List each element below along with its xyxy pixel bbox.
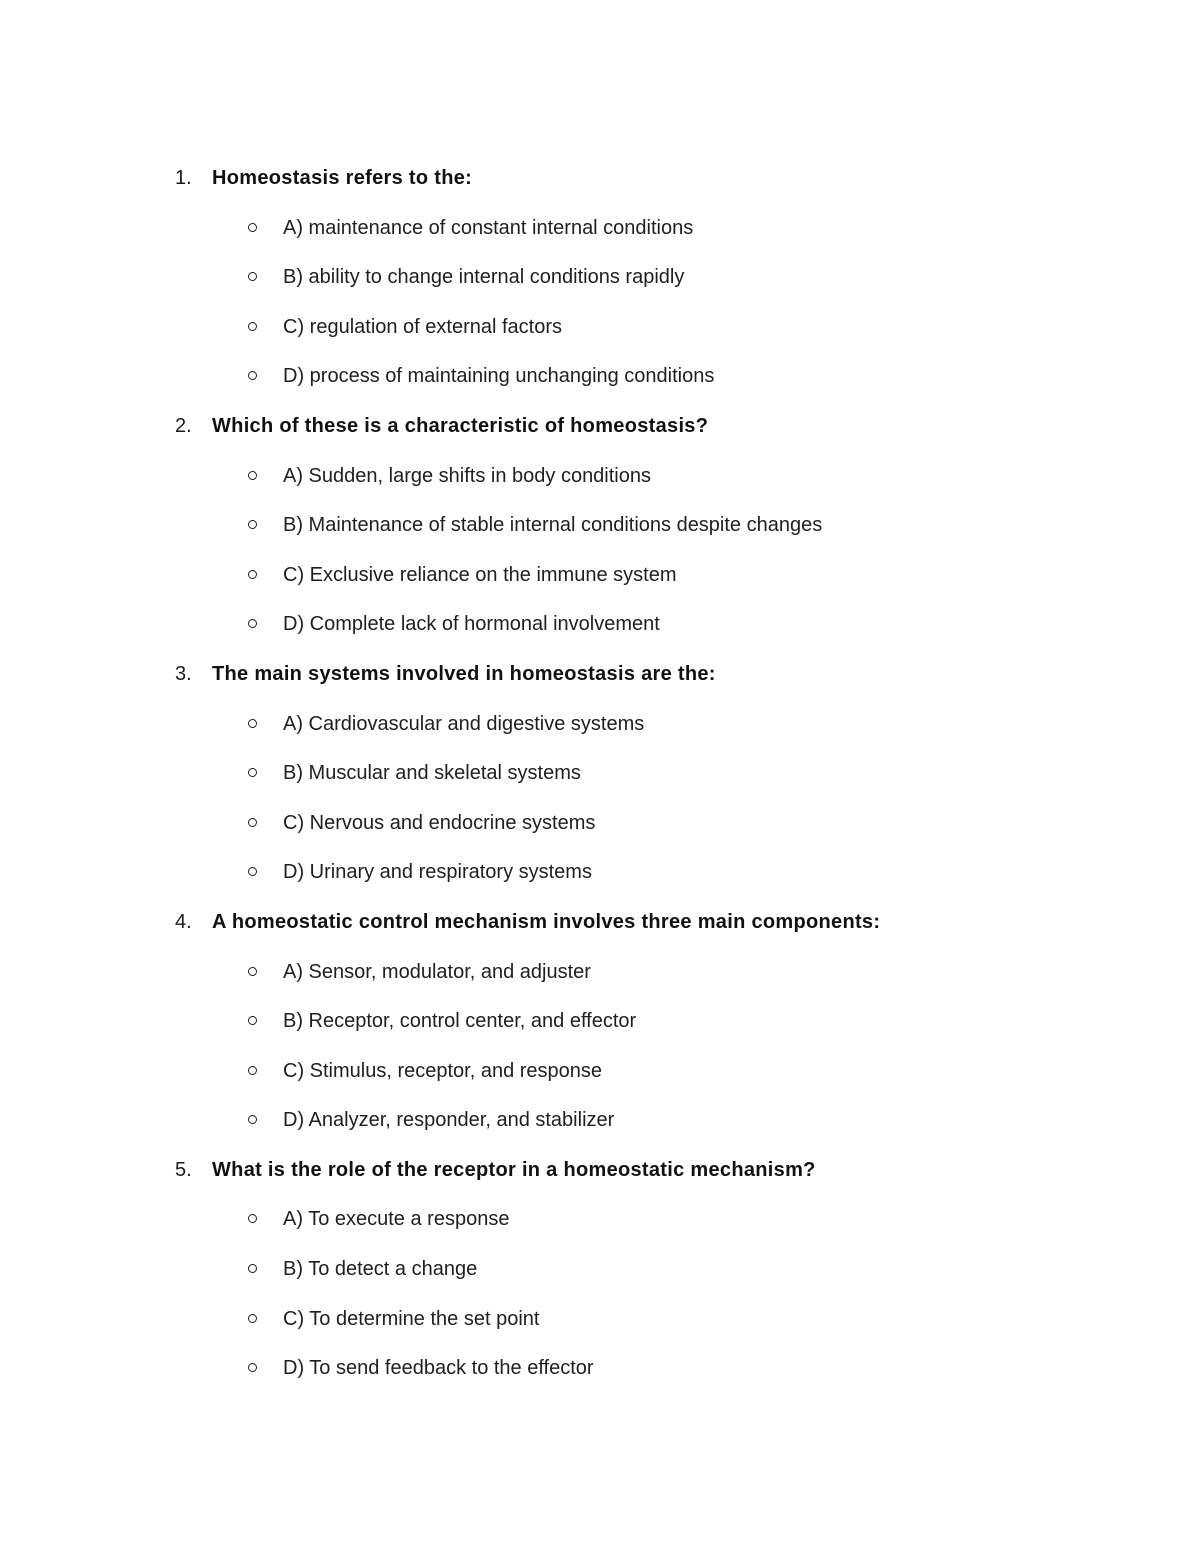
- option-b: [0, 755, 1200, 805]
- question-text: Homeostasis refers to the:: [212, 167, 473, 189]
- option-c: [0, 309, 1200, 359]
- hollow-circle-bullet-icon: [248, 371, 257, 380]
- option-a: [0, 210, 1200, 260]
- option-a: [0, 706, 1200, 756]
- option-text: D) To send feedback to the effector: [283, 1357, 594, 1380]
- option-text: C) Exclusive reliance on the immune system: [283, 563, 677, 586]
- hollow-circle-bullet-icon: [248, 570, 257, 579]
- question-text: The main systems involved in homeostasis are the:: [212, 662, 716, 685]
- option-list: [0, 1201, 1200, 1399]
- question-list: [0, 160, 1200, 1400]
- hollow-circle-bullet-icon: [248, 1314, 257, 1323]
- option-text: D) Complete lack of hormonal involvement: [283, 613, 660, 636]
- option-a: [0, 458, 1200, 508]
- hollow-circle-bullet-icon: [248, 322, 257, 331]
- question-text: Which of these is a characteristic of homeostasis?: [212, 414, 709, 437]
- question-header: [0, 904, 1200, 954]
- question-number: 5.: [175, 1158, 192, 1181]
- question-header: [0, 408, 1200, 458]
- option-list: [0, 210, 1200, 408]
- question-number: 1.: [175, 167, 192, 189]
- hollow-circle-bullet-icon: [248, 1016, 257, 1025]
- question-2: [0, 408, 1200, 656]
- hollow-circle-bullet-icon: [248, 719, 257, 728]
- question-header: [0, 656, 1200, 706]
- hollow-circle-bullet-icon: [248, 223, 257, 232]
- option-c: [0, 1053, 1200, 1103]
- hollow-circle-bullet-icon: [248, 1264, 257, 1273]
- question-5: [0, 1152, 1200, 1400]
- option-text: C) Nervous and endocrine systems: [283, 811, 596, 834]
- hollow-circle-bullet-icon: [248, 818, 257, 827]
- option-text: C) Stimulus, receptor, and response: [283, 1059, 603, 1082]
- question-text: A homeostatic control mechanism involves three main components:: [212, 910, 881, 933]
- question-number: 2.: [175, 414, 192, 437]
- option-list: [0, 706, 1200, 904]
- hollow-circle-bullet-icon: [248, 768, 257, 777]
- option-d: [0, 1350, 1200, 1400]
- option-text: B) To detect a change: [283, 1258, 478, 1281]
- hollow-circle-bullet-icon: [248, 1066, 257, 1075]
- hollow-circle-bullet-icon: [248, 520, 257, 529]
- question-number: 3.: [175, 662, 192, 685]
- question-header: [0, 1152, 1200, 1202]
- option-b: [0, 1251, 1200, 1301]
- option-text: A) Sudden, large shifts in body conditions: [283, 464, 651, 487]
- question-4: [0, 904, 1200, 1152]
- question-text: What is the role of the receptor in a homeostatic mechanism?: [212, 1158, 816, 1181]
- option-c: [0, 805, 1200, 855]
- option-text: A) Sensor, modulator, and adjuster: [283, 960, 591, 983]
- option-text: D) Analyzer, responder, and stabilizer: [283, 1109, 615, 1132]
- option-text: B) Muscular and skeletal systems: [283, 762, 581, 785]
- hollow-circle-bullet-icon: [248, 967, 257, 976]
- option-d: [0, 854, 1200, 904]
- option-list: [0, 458, 1200, 656]
- option-a: [0, 954, 1200, 1004]
- option-text: A) Cardiovascular and digestive systems: [283, 712, 645, 735]
- option-b: [0, 507, 1200, 557]
- question-1: [0, 160, 1200, 408]
- option-c: [0, 1301, 1200, 1351]
- question-number: 4.: [175, 910, 192, 933]
- option-d: [0, 358, 1200, 408]
- option-d: [0, 606, 1200, 656]
- option-list: [0, 954, 1200, 1152]
- option-text: D) Urinary and respiratory systems: [283, 861, 592, 884]
- option-c: [0, 557, 1200, 607]
- question-3: [0, 656, 1200, 904]
- option-text: A) To execute a response: [283, 1208, 510, 1231]
- hollow-circle-bullet-icon: [248, 471, 257, 480]
- hollow-circle-bullet-icon: [248, 619, 257, 628]
- option-text: B) Receptor, control center, and effector: [283, 1010, 637, 1033]
- option-text: B) ability to change internal conditions rapidly: [283, 266, 685, 289]
- option-text: B) Maintenance of stable internal conditions despite changes: [283, 514, 823, 537]
- option-text: A) maintenance of constant internal conditions: [283, 216, 694, 239]
- option-d: [0, 1102, 1200, 1152]
- question-header: [0, 160, 1200, 210]
- hollow-circle-bullet-icon: [248, 867, 257, 876]
- option-text: C) regulation of external factors: [283, 315, 563, 338]
- hollow-circle-bullet-icon: [248, 1214, 257, 1223]
- option-text: D) process of maintaining unchanging conditions: [283, 365, 715, 388]
- hollow-circle-bullet-icon: [248, 1115, 257, 1124]
- option-b: [0, 259, 1200, 309]
- option-b: [0, 1003, 1200, 1053]
- option-a: [0, 1201, 1200, 1251]
- hollow-circle-bullet-icon: [248, 272, 257, 281]
- hollow-circle-bullet-icon: [248, 1363, 257, 1372]
- option-text: C) To determine the set point: [283, 1307, 540, 1330]
